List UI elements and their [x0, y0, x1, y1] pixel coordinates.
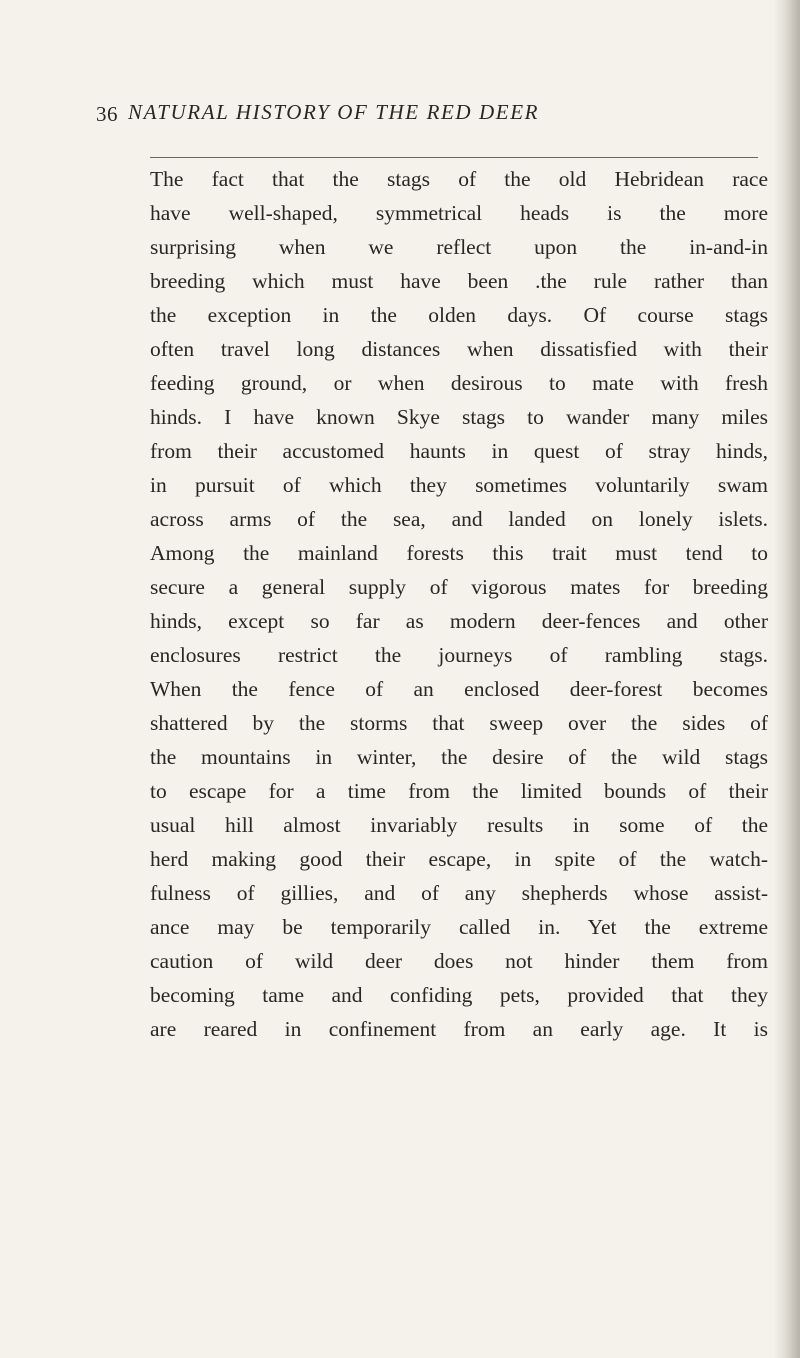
- text-line: caution of wild deer does not hinder them from: [150, 949, 768, 973]
- text-line: in pursuit of which they sometimes voluntarily swam: [150, 473, 768, 497]
- text-line: are reared in confinement from an early age. It is: [150, 1017, 768, 1041]
- text-line: fulness of gillies, and of any shepherds whose assist-: [150, 881, 768, 905]
- text-line: breeding which must have been .the rule rather than: [150, 269, 768, 293]
- body-text: [150, 162, 768, 1046]
- text-line: hinds, except so far as modern deer-fences and other: [150, 609, 768, 633]
- text-line: The fact that the stags of the old Hebridean race: [150, 167, 768, 191]
- text-line: becoming tame and confiding pets, provided that they: [150, 983, 768, 1007]
- text-line: When the fence of an enclosed deer-forest becomes: [150, 677, 768, 701]
- page-edge-shadow: [774, 0, 800, 1358]
- page-header: [96, 100, 776, 140]
- running-title: NATURAL HISTORY OF THE RED DEER: [128, 100, 540, 124]
- text-line: to escape for a time from the limited bounds of their: [150, 779, 768, 803]
- text-line: surprising when we reflect upon the in-and-in: [150, 235, 768, 259]
- page-number: 36: [96, 102, 118, 126]
- text-line: enclosures restrict the journeys of rambling stags.: [150, 643, 768, 667]
- text-line: Among the mainland forests this trait must tend to: [150, 541, 768, 565]
- text-line: usual hill almost invariably results in some of the: [150, 813, 768, 837]
- text-line: herd making good their escape, in spite of the watch-: [150, 847, 768, 871]
- text-line: the exception in the olden days. Of course stags: [150, 303, 768, 327]
- text-line: secure a general supply of vigorous mates for breeding: [150, 575, 768, 599]
- text-line: often travel long distances when dissatisfied with their: [150, 337, 768, 361]
- text-line: feeding ground, or when desirous to mate with fresh: [150, 371, 768, 395]
- text-line: the mountains in winter, the desire of the wild stags: [150, 745, 768, 769]
- text-line: ance may be temporarily called in. Yet the extreme: [150, 915, 768, 939]
- header-rule: [150, 157, 758, 158]
- text-line: across arms of the sea, and landed on lonely islets.: [150, 507, 768, 531]
- text-line: from their accustomed haunts in quest of stray hinds,: [150, 439, 768, 463]
- text-line: shattered by the storms that sweep over the sides of: [150, 711, 768, 735]
- text-line: have well-shaped, symmetrical heads is the more: [150, 201, 768, 225]
- text-line: hinds. I have known Skye stags to wander many miles: [150, 405, 768, 429]
